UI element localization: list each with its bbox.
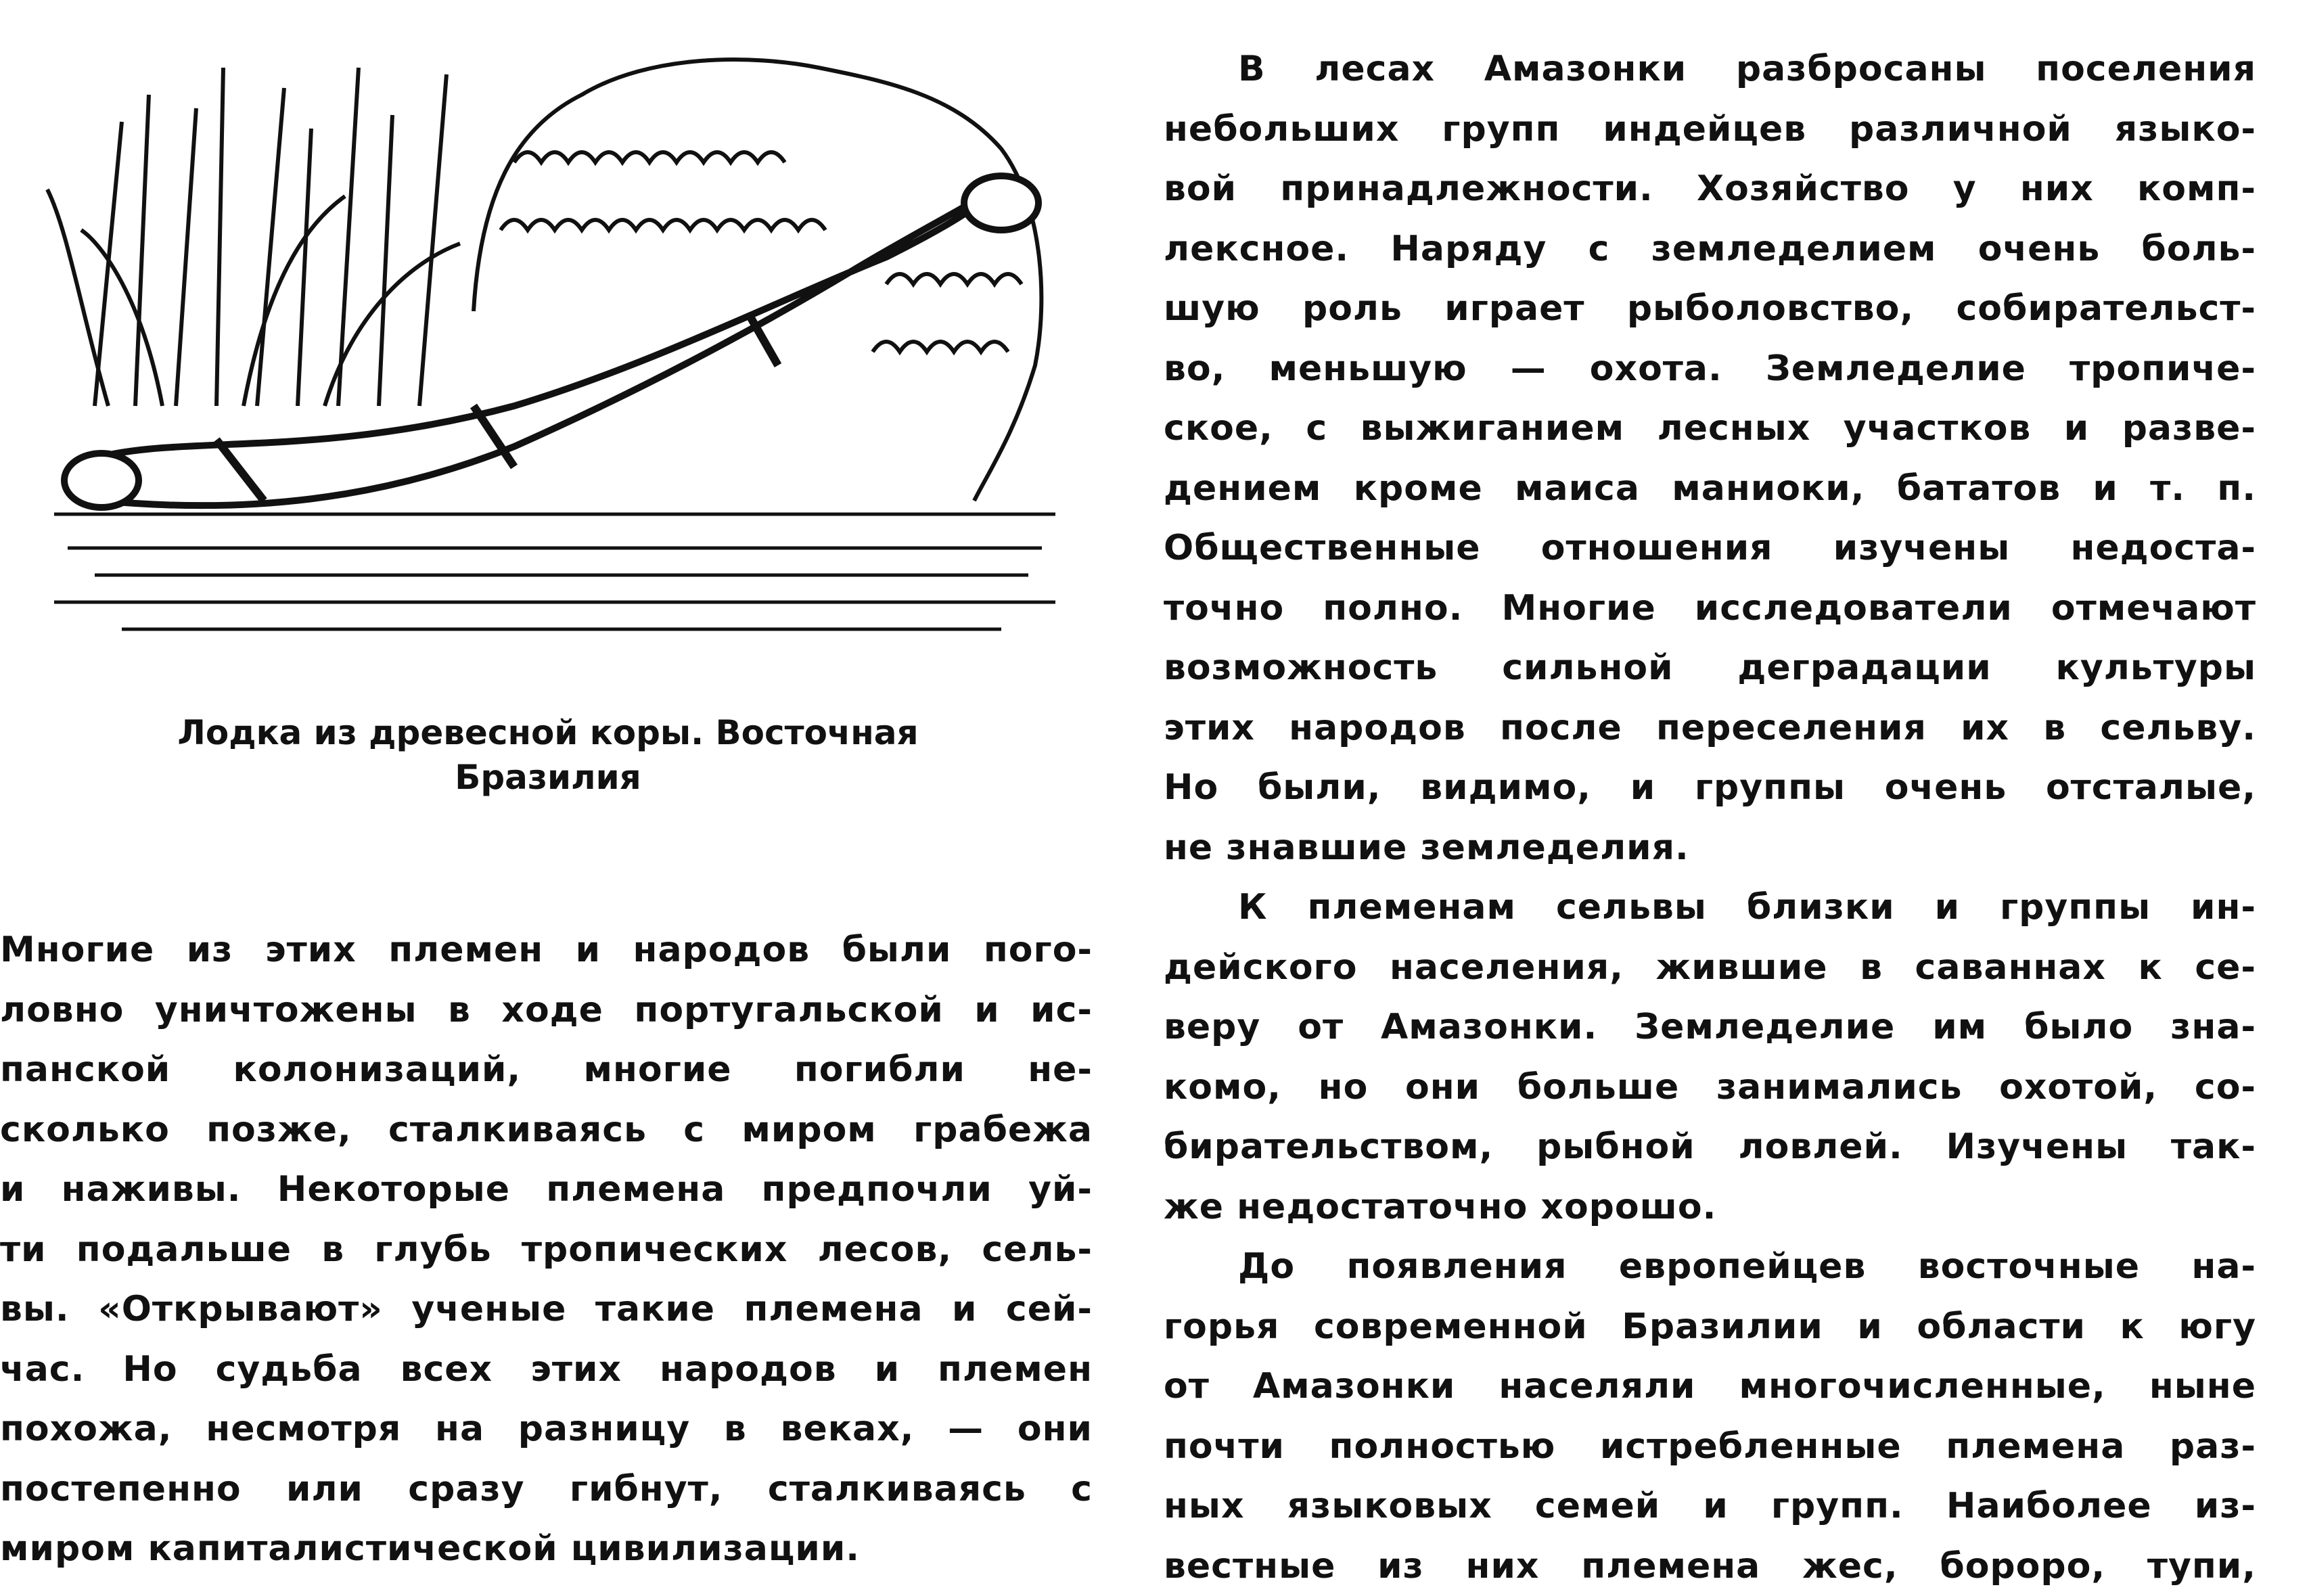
text-line: этих народов после переселения их в сельву.: [1164, 698, 2256, 758]
text-line: постепенно или сразу гибнут, сталкиваясь с: [0, 1459, 1093, 1520]
caption-line-2: Бразилия: [54, 755, 1042, 800]
text-line: почти полностью истребленные племена раз-: [1164, 1417, 2256, 1477]
figure-caption: [54, 710, 1042, 800]
text-line: от Амазонки населяли многочисленные, ныне: [1164, 1356, 2256, 1417]
text-line: К племенам сельвы близки и группы ин-: [1164, 877, 2256, 938]
text-line: В лесах Амазонки разбросаны поселения: [1164, 39, 2256, 99]
text-line: бирательством, рыбной ловлей. Изучены так-: [1164, 1117, 2256, 1177]
text-line: лексное. Наряду с земледелием очень боль-: [1164, 219, 2256, 279]
paragraph-1: [1164, 39, 2256, 877]
text-line: горья современной Бразилии и области к югу: [1164, 1297, 2256, 1357]
text-line: До появления европейцев восточные на-: [1164, 1237, 2256, 1297]
paragraph-2: [1164, 877, 2256, 1237]
text-line: похожа, несмотря на разницу в веках, — они: [0, 1399, 1093, 1459]
text-line: точно полно. Многие исследователи отмечают: [1164, 578, 2256, 639]
text-line: ловно уничтожены в ходе португальской и ис-: [0, 980, 1093, 1041]
text-line: и наживы. Некоторые племена предпочли уй-: [0, 1160, 1093, 1220]
text-line: час. Но судьба всех этих народов и племен: [0, 1340, 1093, 1400]
text-line: Общественные отношения изучены недоста-: [1164, 518, 2256, 578]
text-line: дейского населения, жившие в саваннах к се-: [1164, 938, 2256, 998]
left-column-text: [0, 920, 1093, 1579]
text-line: возможность сильной деградации культуры: [1164, 638, 2256, 698]
text-line: небольших групп индейцев различной языко-: [1164, 99, 2256, 160]
reeds: [47, 68, 460, 406]
text-line: не знавшие земледелия.: [1164, 818, 2256, 878]
text-line: вой принадлежности. Хозяйство у них комп-: [1164, 159, 2256, 219]
text-line: во, меньшую — охота. Земледелие тропиче-: [1164, 339, 2256, 399]
text-line: миром капиталистической цивилизации.: [0, 1519, 1093, 1579]
right-column-text: [1164, 39, 2256, 1596]
text-line: ское, с выжиганием лесных участков и разве-: [1164, 398, 2256, 459]
boat-illustration: [41, 27, 1069, 649]
text-line: дением кроме маиса маниоки, бататов и т. п.: [1164, 459, 2256, 519]
caption-line-1: Лодка из древесной коры. Восточная: [54, 710, 1042, 755]
paragraph: [0, 920, 1093, 1579]
text-line: шую роль играет рыболовство, собирательст-: [1164, 279, 2256, 339]
text-line: Но были, видимо, и группы очень отсталые,: [1164, 758, 2256, 818]
paragraph-3: [1164, 1237, 2256, 1596]
text-line: комо, но они больше занимались охотой, со-: [1164, 1057, 2256, 1118]
water-lines: [54, 514, 1055, 629]
text-line: же недостаточно хорошо.: [1164, 1177, 2256, 1237]
text-line: панской колонизаций, многие погибли не-: [0, 1040, 1093, 1100]
text-line: ных языковых семей и групп. Наиболее из-: [1164, 1476, 2256, 1536]
text-line: ти подальше в глубь тропических лесов, сель-: [0, 1220, 1093, 1280]
text-line: Многие из этих племен и народов были пого-: [0, 920, 1093, 980]
text-line: вестные из них племена жес, бороро, тупи,: [1164, 1536, 2256, 1596]
text-line: вы. «Открывают» ученые такие племена и сей-: [0, 1279, 1093, 1340]
text-line: веру от Амазонки. Земледелие им было зна-: [1164, 997, 2256, 1057]
text-line: сколько позже, сталкиваясь с миром грабежа: [0, 1100, 1093, 1160]
foliage: [474, 60, 1041, 501]
